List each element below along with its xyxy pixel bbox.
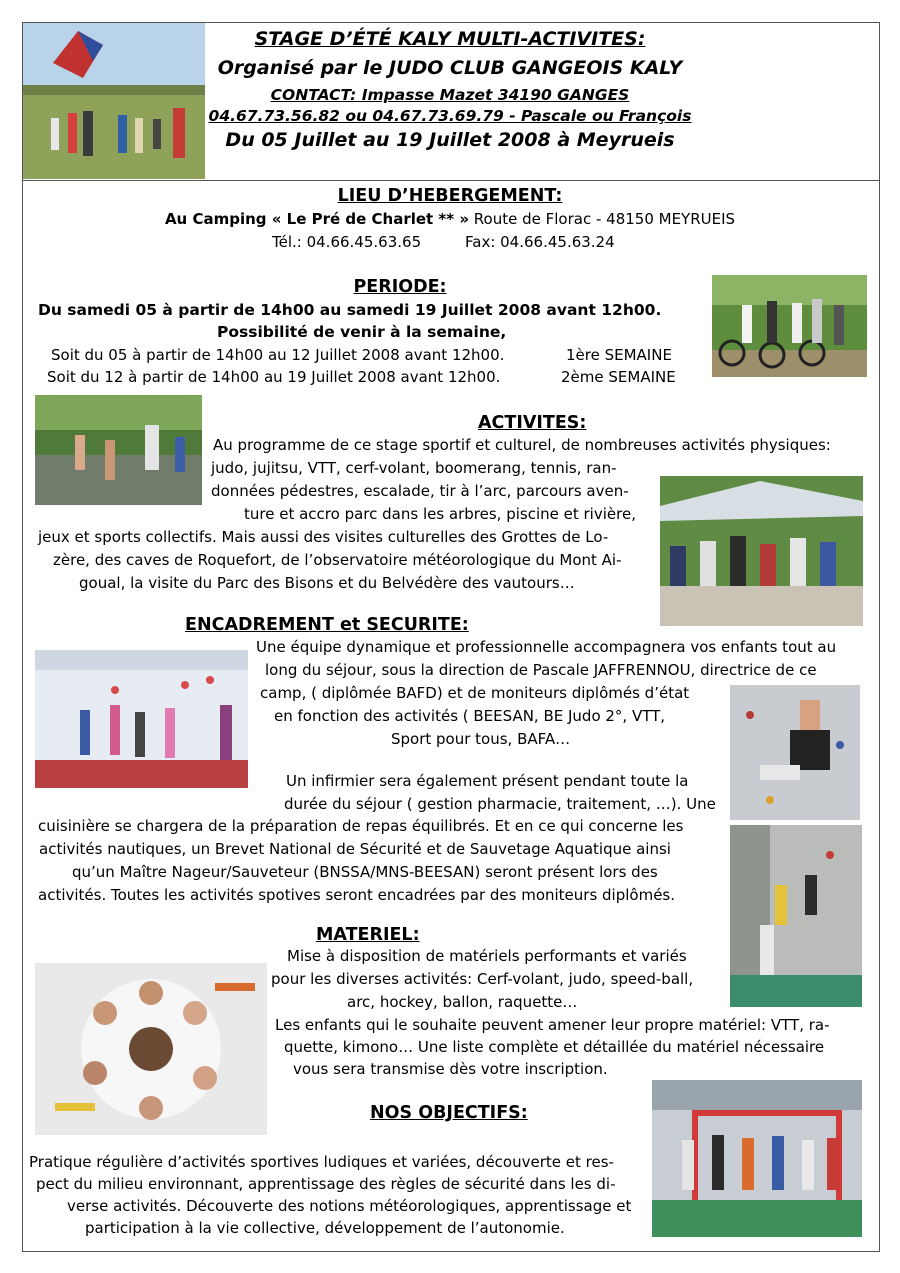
activities-line: judo, jujitsu, VTT, cerf-volant, boomerang, tennis, ran- xyxy=(211,459,617,477)
objectives-heading: NOS OBJECTIFS: xyxy=(370,1103,528,1123)
lodging-heading: LIEU D’HEBERGEMENT: xyxy=(337,186,563,206)
staff-line: Une équipe dynamique et professionnelle accompagnera vos enfants tout au xyxy=(256,638,837,656)
tent-meal-photo xyxy=(660,476,863,626)
activities-line: zère, des caves de Roquefort, de l’observatoire météorologique du Mont Ai- xyxy=(53,551,622,569)
activities-line: Au programme de ce stage sportif et culturel, de nombreuses activités physiques: xyxy=(213,436,831,454)
climbing-kids-photo xyxy=(730,825,862,1007)
week1-label: 1ère SEMAINE xyxy=(566,346,672,364)
staff-line: camp, ( diplômée BAFD) et de moniteurs diplômés d’état xyxy=(260,684,690,702)
activities-line: données pédestres, escalade, tir à l’arc, parcours aven- xyxy=(211,482,629,500)
staff-line: durée du séjour ( gestion pharmacie, traitement, …). Une xyxy=(284,795,716,813)
equipment-line: pour les diverses activités: Cerf-volant, judo, speed-ball, xyxy=(271,970,694,988)
gym-juggling-photo xyxy=(35,650,248,788)
staff-line: activités. Toutes les activités spotives seront encadrées par des moniteurs diplômés. xyxy=(38,886,676,904)
staff-line: cuisinière se chargera de la préparation de repas équilibrés. Et en ce qui concerne les xyxy=(38,817,684,835)
camping-address: Route de Florac - 48150 MEYRUEIS xyxy=(469,210,736,228)
staff-line: Sport pour tous, BAFA… xyxy=(391,730,571,748)
objectives-line: pect du milieu environnant, apprentissage des règles de sécurité dans les di- xyxy=(36,1175,616,1193)
week2-label: 2ème SEMAINE xyxy=(561,368,676,386)
contact-phones: 04.67.73.56.82 ou 04.67.73.69.79 - Pascale ou François xyxy=(208,107,692,125)
kite-field-photo xyxy=(23,23,205,179)
week1-text: Soit du 05 à partir de 14h00 au 12 Juillet 2008 avant 12h00. xyxy=(51,346,505,364)
staff-heading: ENCADREMENT et SECURITE: xyxy=(185,615,469,635)
river-photo xyxy=(35,395,202,505)
activities-heading: ACTIVITES: xyxy=(478,413,587,433)
activities-line: ture et accro parc dans les arbres, piscine et rivière, xyxy=(244,505,636,523)
organizer-line: Organisé par le JUDO CLUB GANGEOIS KALY xyxy=(217,57,683,79)
week2-text: Soit du 12 à partir de 14h00 au 19 Juillet 2008 avant 12h00. xyxy=(47,368,501,386)
objectives-line: Pratique régulière d’activités sportives ludiques et variées, découverte et res- xyxy=(29,1153,614,1171)
staff-line: en fonction des activités ( BEESAN, BE Judo 2°, VTT, xyxy=(274,707,666,725)
period-weekly: Possibilité de venir à la semaine, xyxy=(217,323,507,341)
equipment-line: vous sera transmise dès votre inscription. xyxy=(293,1060,608,1078)
activities-line: goual, la visite du Parc des Bisons et du Belvédère des vautours… xyxy=(79,574,575,592)
header-divider xyxy=(22,180,880,181)
judo-circle-photo xyxy=(35,963,267,1135)
climbing-wall-photo xyxy=(730,685,860,820)
stage-title: STAGE D’ÉTÉ KALY MULTI-ACTIVITES: xyxy=(254,28,646,50)
bike-group-photo xyxy=(712,275,867,377)
camping-name: Le Pré de Charlet ** » xyxy=(286,210,470,228)
period-full: Du samedi 05 à partir de 14h00 au samedi 19 Juillet 2008 avant 12h00. xyxy=(38,301,662,319)
period-heading: PERIODE: xyxy=(353,277,447,297)
equipment-line: quette, kimono… Une liste complète et détaillée du matériel nécessaire xyxy=(284,1038,825,1056)
stage-dates: Du 05 Juillet au 19 Juillet 2008 à Meyrueis xyxy=(225,129,675,151)
activities-line: jeux et sports collectifs. Mais aussi des visites culturelles des Grottes de Lo- xyxy=(38,528,609,546)
staff-line: qu’un Maître Nageur/Sauveteur (BNSSA/MNS-BEESAN) seront présent lors des xyxy=(72,863,658,881)
staff-line: Un infirmier sera également présent pendant toute la xyxy=(286,772,689,790)
lodging-fax: Fax: 04.66.45.63.24 xyxy=(465,233,615,251)
staff-line: activités nautiques, un Brevet National de Sécurité et de Sauvetage Aquatique ainsi xyxy=(39,840,671,858)
group-goal-photo xyxy=(652,1080,862,1237)
staff-line: long du séjour, sous la direction de Pascale JAFFRENNOU, directrice de ce xyxy=(265,661,817,679)
lodging-prefix: Au Camping « xyxy=(164,210,287,228)
objectives-line: participation à la vie collective, développement de l’autonomie. xyxy=(85,1219,565,1237)
lodging-address xyxy=(60,208,840,230)
lodging-tel: Tél.: 04.66.45.63.65 xyxy=(272,233,422,251)
equipment-line: Les enfants qui le souhaite peuvent amener leur propre matériel: VTT, ra- xyxy=(275,1016,830,1034)
contact-address: CONTACT: Impasse Mazet 34190 GANGES xyxy=(270,86,630,104)
equipment-line: Mise à disposition de matériels performants et variés xyxy=(287,947,687,965)
equipment-heading: MATERIEL: xyxy=(316,925,420,945)
objectives-line: verse activités. Découverte des notions météorologiques, apprentissage et xyxy=(67,1197,632,1215)
equipment-line: arc, hockey, ballon, raquette… xyxy=(347,993,578,1011)
